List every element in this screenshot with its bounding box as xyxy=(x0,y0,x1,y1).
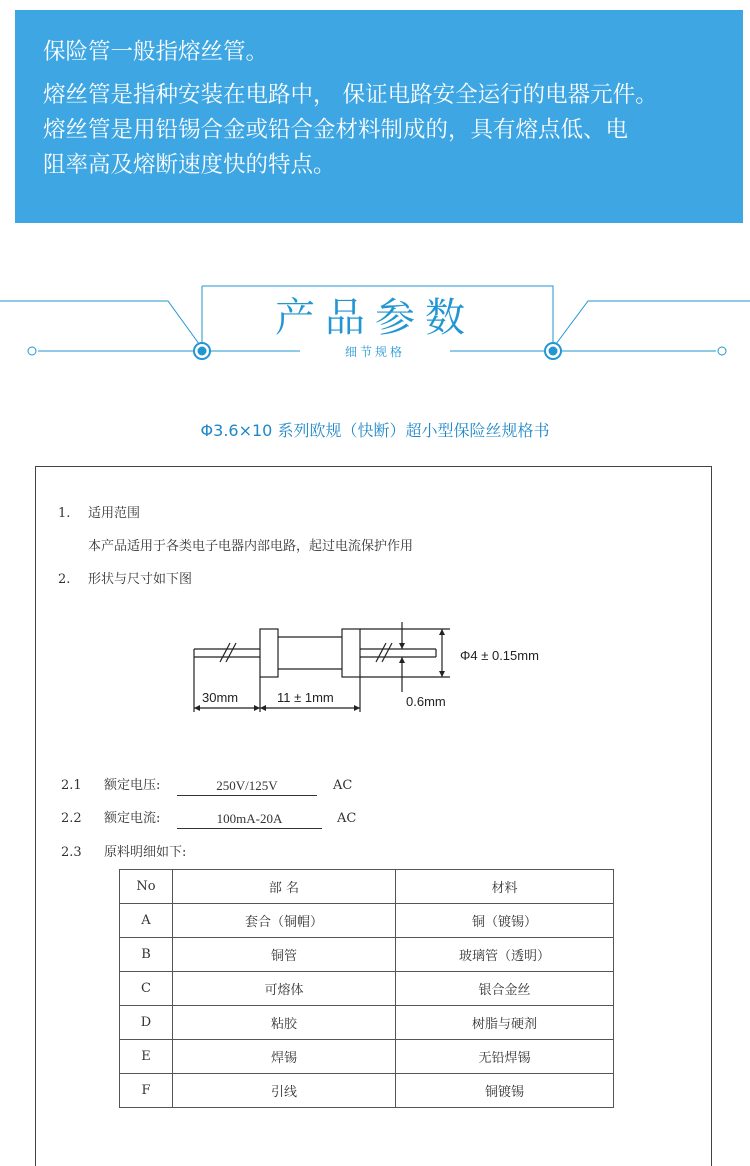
current-value: 100mA-20A xyxy=(177,810,322,829)
item1-label: 适用范围 xyxy=(88,506,141,521)
voltage-label: 额定电压: xyxy=(104,778,161,793)
intro-line-4: 阻率高及熔断速度快的特点。 xyxy=(43,152,336,178)
table-row xyxy=(120,972,614,1006)
row-no: F xyxy=(120,1074,173,1108)
section-subtitle: 细节规格 xyxy=(344,345,405,359)
spec-title: Φ3.6×10 系列欧规（快断）超小型保险丝规格书 xyxy=(200,421,550,440)
header-material: 材料 xyxy=(396,870,614,904)
materials-number: 2.3 xyxy=(61,845,82,860)
row-no: E xyxy=(120,1040,173,1074)
row-material: 无铅焊锡 xyxy=(396,1040,614,1074)
item1-number: 1. xyxy=(58,506,71,521)
table-row xyxy=(120,1040,614,1074)
row-material: 银合金丝 xyxy=(396,972,614,1006)
intro-line-2: 熔丝管是指种安装在电路中， 保证电路安全运行的电器元件。 xyxy=(43,82,658,108)
row-no: A xyxy=(120,904,173,938)
header-no: No xyxy=(120,870,173,904)
section-header xyxy=(0,276,750,372)
row-material: 树脂与硬剂 xyxy=(396,1006,614,1040)
row-material: 铜（镀锡） xyxy=(396,904,614,938)
table-row xyxy=(120,904,614,938)
row-part: 可熔体 xyxy=(173,972,396,1006)
dim-lead-length: 30mm xyxy=(202,690,239,705)
intro-line-3: 熔丝管是用铅锡合金或铅合金材料制成的，具有熔点低、电 xyxy=(43,117,629,143)
table-header-row xyxy=(120,870,614,904)
current-unit: AC xyxy=(337,811,357,826)
dim-diameter: Φ4 ± 0.15mm xyxy=(460,648,539,663)
table-row xyxy=(120,938,614,972)
header-part-name: 部 名 xyxy=(173,870,396,904)
voltage-number: 2.1 xyxy=(61,778,82,793)
current-number: 2.2 xyxy=(61,811,82,826)
section-title: 产品参数 xyxy=(275,295,475,341)
item2-label: 形状与尺寸如下图 xyxy=(88,572,193,587)
row-no: C xyxy=(120,972,173,1006)
row-no: D xyxy=(120,1006,173,1040)
current-label: 额定电流: xyxy=(104,811,161,826)
intro-box xyxy=(15,10,743,223)
item1-body: 本产品适用于各类电子电器内部电路，起过电流保护作用 xyxy=(88,539,414,554)
table-row xyxy=(120,1006,614,1040)
voltage-unit: AC xyxy=(333,778,353,793)
dim-body-length: 11 ± 1mm xyxy=(277,690,334,705)
row-no: B xyxy=(120,938,173,972)
row-part: 铜管 xyxy=(173,938,396,972)
row-part: 套合（铜帽） xyxy=(173,904,396,938)
fuse-dimension-drawing xyxy=(180,612,580,722)
row-material: 铜镀锡 xyxy=(396,1074,614,1108)
row-part: 粘胶 xyxy=(173,1006,396,1040)
dim-lead-diameter: 0.6mm xyxy=(406,694,446,709)
item2-number: 2. xyxy=(58,572,71,587)
materials-label: 原料明细如下: xyxy=(104,845,187,860)
intro-line-1: 保险管一般指熔丝管。 xyxy=(43,39,269,65)
table-row xyxy=(120,1074,614,1108)
row-material: 玻璃管（透明） xyxy=(396,938,614,972)
row-part: 引线 xyxy=(173,1074,396,1108)
materials-table xyxy=(119,869,614,1108)
voltage-value: 250V/125V xyxy=(177,777,317,796)
row-part: 焊锡 xyxy=(173,1040,396,1074)
